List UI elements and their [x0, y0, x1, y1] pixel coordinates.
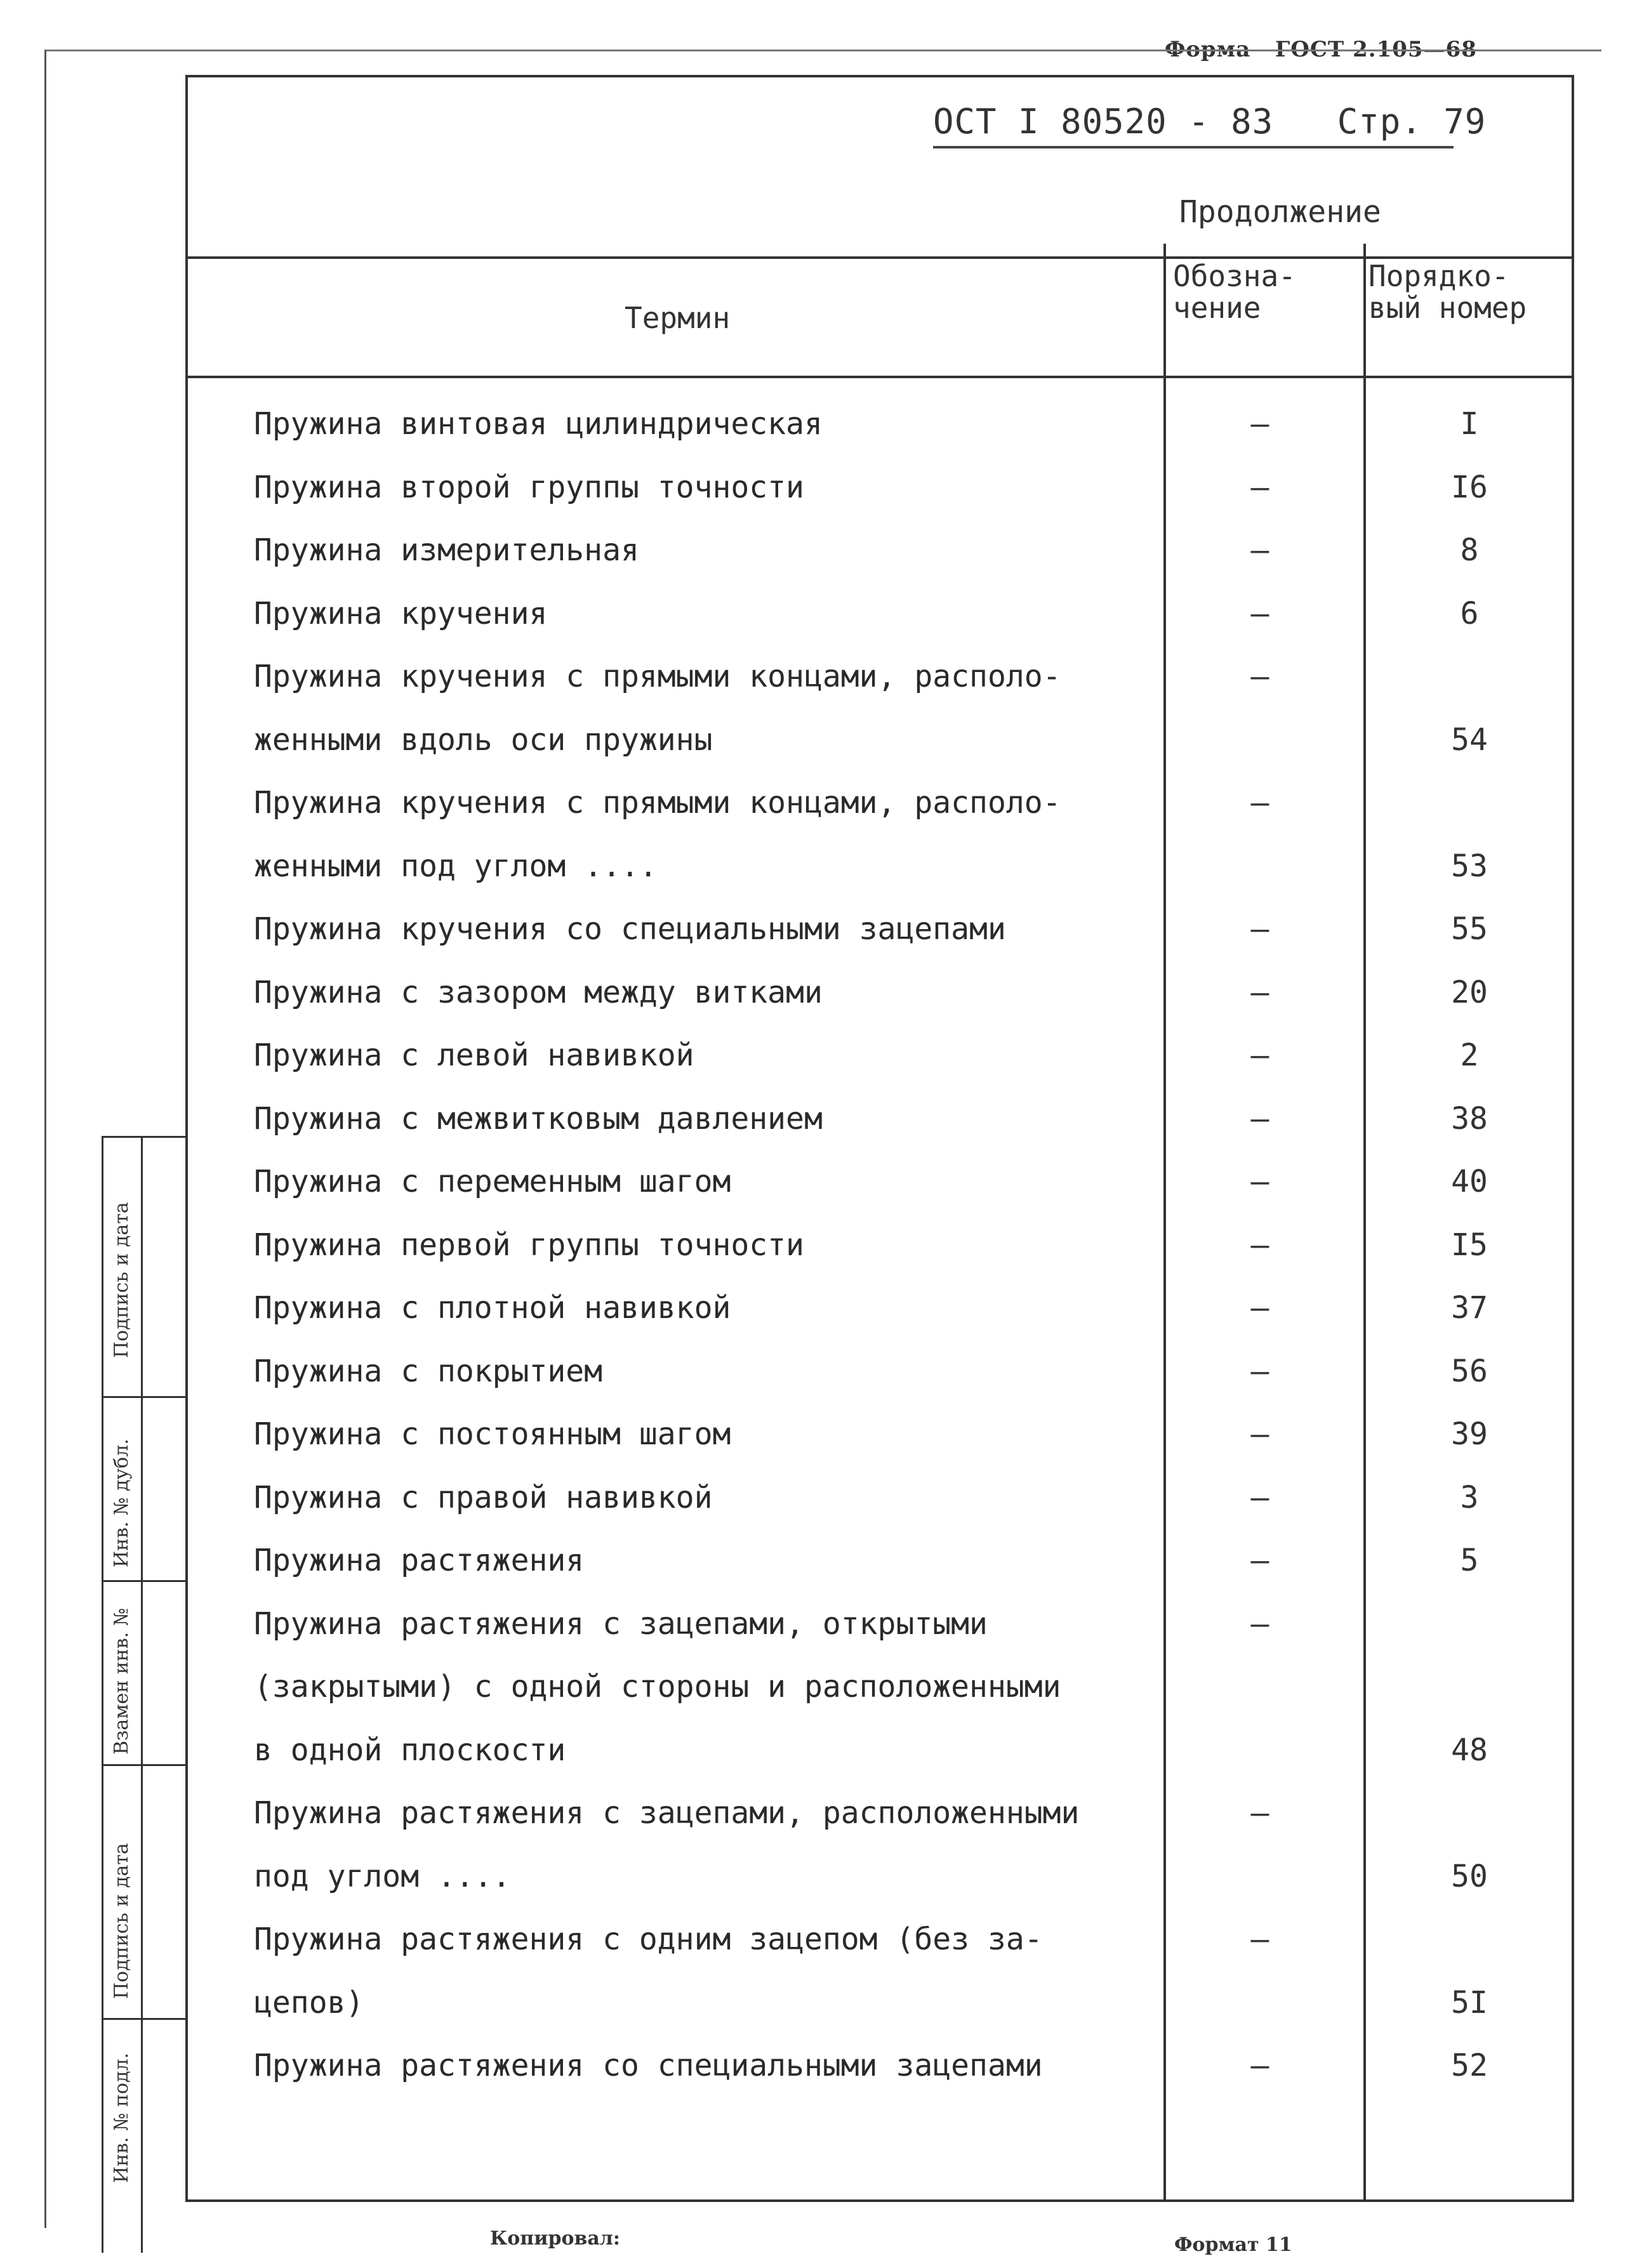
- side-stamp-signature-date-1: Подпись и дата: [110, 1202, 133, 1358]
- side-stamp-divider: [102, 1764, 185, 1766]
- footer-format-label: Формат 11: [1174, 2234, 1292, 2256]
- side-stamp-divider: [102, 1396, 185, 1398]
- term-text: под углом ....: [254, 1858, 511, 1894]
- term-text: Пружина с межвитковым давлением: [254, 1100, 823, 1137]
- ordinal-cell: 53: [1451, 848, 1488, 884]
- ordinal-cell: 5I: [1451, 1984, 1488, 2021]
- side-stamp-signature-date-2: Подпись и дата: [110, 1843, 133, 1999]
- term-text: Пружина с зазором между витками: [254, 974, 823, 1010]
- side-stamp-divider: [102, 1136, 185, 1138]
- ordinal-cell: 8: [1460, 532, 1479, 568]
- designation-cell: –: [1250, 659, 1269, 694]
- term-text: цепов): [254, 1984, 364, 2021]
- designation-cell: –: [1250, 1038, 1269, 1073]
- term-text: Пружина растяжения со специальными зацепами: [254, 2048, 1043, 2083]
- side-stamp-original-inventory: Инв. № подл.: [110, 2052, 133, 2183]
- term-text: Пружина второй группы точности: [254, 469, 804, 505]
- term-text: Пружина растяжения: [254, 1543, 585, 1578]
- term-text: Пружина растяжения с одним зацепом (без за-: [254, 1922, 1043, 1957]
- term-text: Пружина растяжения с зацепами, открытыми: [254, 1605, 988, 1642]
- term-text: Пружина с покрытием: [254, 1353, 603, 1389]
- designation-cell: –: [1250, 1227, 1269, 1263]
- term-text: Пружина с плотной навивкой: [254, 1290, 731, 1326]
- ordinal-cell: 38: [1451, 1100, 1488, 1137]
- document-code: ОСТ I 80520 - 83 Стр. 79: [933, 102, 1487, 142]
- column-header-designation: Обозна- чение: [1173, 259, 1296, 325]
- continuation-label: Продолжение: [1179, 194, 1381, 230]
- designation-cell: –: [1250, 1605, 1269, 1642]
- ordinal-cell: 52: [1451, 2048, 1488, 2083]
- ordinal-cell: 50: [1451, 1858, 1488, 1894]
- ordinal-cell: 54: [1451, 722, 1488, 758]
- ordinal-cell: 37: [1451, 1290, 1488, 1326]
- document-code-underline: [933, 146, 1454, 148]
- form-standard-label: Форма ГОСТ 2.105—68: [1165, 37, 1477, 62]
- side-stamp-divider: [102, 2018, 185, 2020]
- column-header-ordinal: Порядко- вый номер: [1368, 259, 1527, 325]
- term-text: Пружина кручения со специальными зацепами: [254, 911, 1006, 947]
- designation-cell: –: [1250, 406, 1269, 442]
- term-text: Пружина с правой навивкой: [254, 1479, 713, 1515]
- side-stamp-inner-line: [141, 1136, 143, 2253]
- term-text: Пружина с левой навивкой: [254, 1038, 694, 1073]
- col-divider-2: [1363, 244, 1366, 2202]
- designation-cell: –: [1250, 1353, 1269, 1389]
- designation-cell: –: [1250, 469, 1269, 505]
- term-text: женными под углом ....: [254, 848, 658, 884]
- designation-cell: –: [1250, 1290, 1269, 1326]
- term-text: Пружина растяжения с зацепами, расположенными: [254, 1795, 1080, 1831]
- ordinal-cell: 20: [1451, 974, 1488, 1010]
- term-text: Пружина винтовая цилиндрическая: [254, 406, 823, 442]
- designation-cell: –: [1250, 1543, 1269, 1578]
- term-text: Пружина кручения с прямыми концами, располо-: [254, 659, 1061, 694]
- ordinal-cell: 3: [1460, 1479, 1479, 1515]
- term-text: Пружина с переменным шагом: [254, 1164, 731, 1199]
- footer-copied-label: Копировал:: [490, 2227, 621, 2250]
- designation-cell: –: [1250, 785, 1269, 821]
- column-header-term: Термин: [625, 301, 731, 335]
- term-text: Пружина измерительная: [254, 532, 639, 568]
- designation-cell: –: [1250, 911, 1269, 947]
- ordinal-cell: 48: [1451, 1732, 1488, 1768]
- side-stamp-replaced-inventory: Взамен инв. №: [110, 1607, 133, 1755]
- term-text: Пружина первой группы точности: [254, 1227, 804, 1263]
- designation-cell: –: [1250, 1922, 1269, 1957]
- term-text: Пружина с постоянным шагом: [254, 1416, 731, 1452]
- term-text: (закрытыми) с одной стороны и расположенными: [254, 1669, 1061, 1704]
- designation-cell: –: [1250, 1164, 1269, 1199]
- side-stamp-dup-inventory: Инв. № дубл.: [110, 1439, 133, 1567]
- ordinal-cell: I6: [1451, 469, 1488, 505]
- ordinal-cell: 39: [1451, 1416, 1488, 1452]
- designation-cell: –: [1250, 595, 1269, 631]
- ordinal-cell: 6: [1460, 595, 1479, 631]
- ordinal-cell: 55: [1451, 911, 1488, 947]
- term-text: Пружина кручения: [254, 595, 548, 631]
- designation-cell: –: [1250, 532, 1269, 568]
- ordinal-cell: 40: [1451, 1164, 1488, 1199]
- designation-cell: –: [1250, 1479, 1269, 1515]
- ordinal-cell: 56: [1451, 1353, 1488, 1389]
- ordinal-cell: 2: [1460, 1038, 1479, 1073]
- designation-cell: –: [1250, 1416, 1269, 1452]
- designation-cell: –: [1250, 1795, 1269, 1831]
- designation-cell: –: [1250, 2048, 1269, 2083]
- col-divider-1: [1163, 244, 1166, 2202]
- side-stamp-divider: [102, 1580, 185, 1582]
- designation-cell: –: [1250, 1100, 1269, 1137]
- term-text: Пружина кручения с прямыми концами, располо-: [254, 785, 1061, 821]
- term-text: женными вдоль оси пружины: [254, 722, 713, 758]
- ordinal-cell: I5: [1451, 1227, 1488, 1263]
- designation-cell: –: [1250, 974, 1269, 1010]
- term-text: в одной плоскости: [254, 1732, 566, 1768]
- ordinal-cell: 5: [1460, 1543, 1479, 1578]
- ordinal-cell: I: [1460, 406, 1479, 442]
